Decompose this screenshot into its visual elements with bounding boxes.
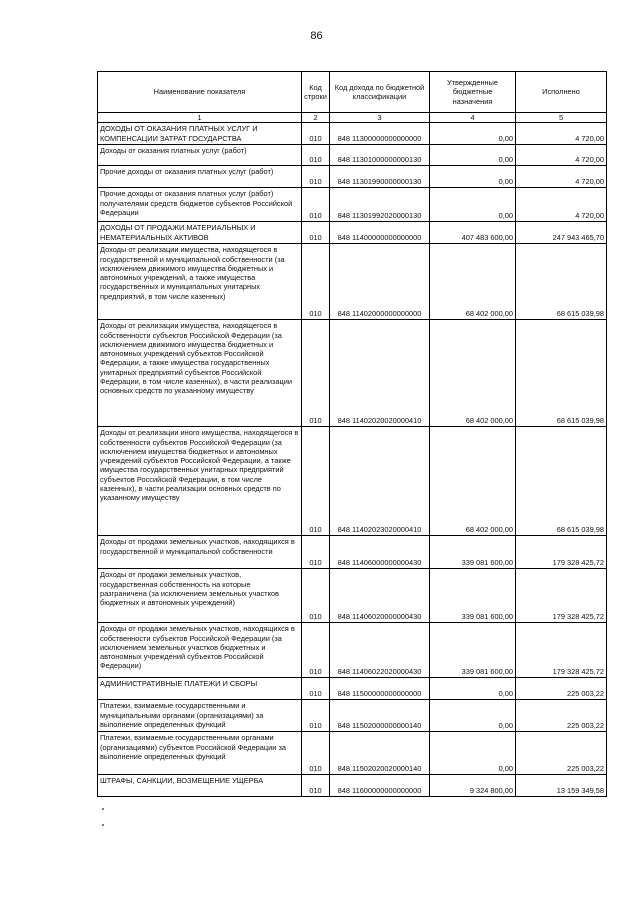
column-number: 5 bbox=[516, 113, 607, 123]
scan-speck bbox=[102, 808, 104, 810]
row-kbk: 848 11500000000000000 bbox=[330, 678, 430, 700]
row-name: Доходы от реализации иного имущества, находящегося в собственности субъектов Российской Федерации (за исключением имущества бюджетных и автономных учреждений субъектов Российской Федерации, а также имущества государственных унитарных предприятий субъектов Российской Федерации, в том числе казенных), в части реализации основных средств по указанному имуществу bbox=[98, 427, 302, 536]
row-approved: 407 483 600,00 bbox=[430, 222, 516, 244]
header-approved: Утвержденные бюджетные назначения bbox=[430, 72, 516, 113]
row-approved: 0,00 bbox=[430, 166, 516, 188]
table-row bbox=[98, 732, 607, 775]
row-executed: 4 720,00 bbox=[516, 166, 607, 188]
row-executed: 68 615 039,98 bbox=[516, 427, 607, 536]
row-kbk: 848 11402000000000000 bbox=[330, 244, 430, 320]
table-row bbox=[98, 244, 607, 320]
table-row bbox=[98, 123, 607, 145]
row-kbk: 848 11502000000000140 bbox=[330, 700, 430, 732]
row-name: Доходы от продажи земельных участков, находящихся в собственности субъектов Российской Федерации (за исключением земельных участков бюджетных и автономных учреждений субъектов Российской Федерации) bbox=[98, 623, 302, 678]
column-number-row bbox=[98, 113, 607, 123]
row-name: Прочие доходы от оказания платных услуг (работ) получателями средств бюджетов субъектов Российской Федерации bbox=[98, 188, 302, 222]
row-code: 010 bbox=[302, 427, 330, 536]
row-kbk: 848 11402023020000410 bbox=[330, 427, 430, 536]
table-row bbox=[98, 166, 607, 188]
header-budget-code: Код дохода по бюджетной классификации bbox=[330, 72, 430, 113]
row-name: Прочие доходы от оказания платных услуг (работ) bbox=[98, 166, 302, 188]
row-name: ДОХОДЫ ОТ ОКАЗАНИЯ ПЛАТНЫХ УСЛУГ И КОМПЕНСАЦИИ ЗАТРАТ ГОСУДАРСТВА bbox=[98, 123, 302, 145]
row-kbk: 848 11300000000000000 bbox=[330, 123, 430, 145]
row-code: 010 bbox=[302, 775, 330, 797]
row-approved: 0,00 bbox=[430, 188, 516, 222]
row-executed: 179 328 425,72 bbox=[516, 623, 607, 678]
row-approved: 339 081 600,00 bbox=[430, 536, 516, 569]
row-executed: 225 003,22 bbox=[516, 732, 607, 775]
row-code: 010 bbox=[302, 188, 330, 222]
row-name: Платежи, взимаемые государственными органами (организациями) субъектов Российской Федерации за выполнение определенных функций bbox=[98, 732, 302, 775]
table-row bbox=[98, 188, 607, 222]
column-number: 4 bbox=[430, 113, 516, 123]
row-executed: 179 328 425,72 bbox=[516, 569, 607, 623]
row-kbk: 848 11406020000000430 bbox=[330, 569, 430, 623]
row-name: Доходы от продажи земельных участков, находящихся в государственной и муниципальной собственности bbox=[98, 536, 302, 569]
row-name: Платежи, взимаемые государственными и муниципальными органами (организациями) за выполнение определенных функций bbox=[98, 700, 302, 732]
table-row bbox=[98, 222, 607, 244]
row-approved: 0,00 bbox=[430, 123, 516, 145]
row-kbk: 848 11400000000000000 bbox=[330, 222, 430, 244]
table-row bbox=[98, 775, 607, 797]
header-executed: Исполнено bbox=[516, 72, 607, 113]
row-kbk: 848 11301000000000130 bbox=[330, 145, 430, 166]
row-kbk: 848 11600000000000000 bbox=[330, 775, 430, 797]
row-code: 010 bbox=[302, 145, 330, 166]
column-number: 2 bbox=[302, 113, 330, 123]
row-executed: 225 003,22 bbox=[516, 700, 607, 732]
row-kbk: 848 11301992020000130 bbox=[330, 188, 430, 222]
row-approved: 68 402 000,00 bbox=[430, 320, 516, 427]
row-executed: 68 615 039,98 bbox=[516, 244, 607, 320]
table-row bbox=[98, 145, 607, 166]
row-executed: 4 720,00 bbox=[516, 188, 607, 222]
row-executed: 179 328 425,72 bbox=[516, 536, 607, 569]
row-executed: 4 720,00 bbox=[516, 145, 607, 166]
header-indicator-name: Наименование показателя bbox=[98, 72, 302, 113]
row-approved: 0,00 bbox=[430, 678, 516, 700]
row-executed: 13 159 349,58 bbox=[516, 775, 607, 797]
row-executed: 247 943 465,70 bbox=[516, 222, 607, 244]
row-code: 010 bbox=[302, 623, 330, 678]
row-name: Доходы от оказания платных услуг (работ) bbox=[98, 145, 302, 166]
row-kbk: 848 11402020020000410 bbox=[330, 320, 430, 427]
row-executed: 225 003,22 bbox=[516, 678, 607, 700]
table-row bbox=[98, 427, 607, 536]
row-code: 010 bbox=[302, 536, 330, 569]
row-code: 010 bbox=[302, 166, 330, 188]
table-row bbox=[98, 569, 607, 623]
row-name: Доходы от реализации имущества, находящегося в государственной и муниципальной собственности (за исключением движимого имущества бюджетных и автономных учреждений, а также имущества государственных и муниципальных унитарных предприятий, в том числе казенных) bbox=[98, 244, 302, 320]
row-approved: 0,00 bbox=[430, 732, 516, 775]
row-code: 010 bbox=[302, 123, 330, 145]
row-kbk: 848 11301990000000130 bbox=[330, 166, 430, 188]
row-executed: 68 615 039,98 bbox=[516, 320, 607, 427]
row-kbk: 848 11406022020000430 bbox=[330, 623, 430, 678]
row-code: 010 bbox=[302, 222, 330, 244]
table-row bbox=[98, 320, 607, 427]
row-approved: 9 324 800,00 bbox=[430, 775, 516, 797]
page-number: 86 bbox=[310, 30, 323, 42]
row-name: АДМИНИСТРАТИВНЫЕ ПЛАТЕЖИ И СБОРЫ bbox=[98, 678, 302, 700]
row-name: Доходы от продажи земельных участков, государственная собственность на которые разграничена (за исключением земельных участков бюджетных и автономных учреждений) bbox=[98, 569, 302, 623]
row-approved: 339 081 600,00 bbox=[430, 569, 516, 623]
table-row bbox=[98, 536, 607, 569]
table-row bbox=[98, 623, 607, 678]
revenue-report-table bbox=[97, 71, 607, 797]
row-name: ДОХОДЫ ОТ ПРОДАЖИ МАТЕРИАЛЬНЫХ И НЕМАТЕРИАЛЬНЫХ АКТИВОВ bbox=[98, 222, 302, 244]
row-code: 010 bbox=[302, 700, 330, 732]
row-approved: 0,00 bbox=[430, 700, 516, 732]
row-code: 010 bbox=[302, 320, 330, 427]
row-kbk: 848 11406000000000430 bbox=[330, 536, 430, 569]
row-code: 010 bbox=[302, 732, 330, 775]
scan-speck bbox=[102, 824, 104, 826]
row-approved: 0,00 bbox=[430, 145, 516, 166]
row-kbk: 848 11502020020000140 bbox=[330, 732, 430, 775]
column-number: 3 bbox=[330, 113, 430, 123]
table-row bbox=[98, 700, 607, 732]
header-row bbox=[98, 72, 607, 113]
row-code: 010 bbox=[302, 244, 330, 320]
row-code: 010 bbox=[302, 678, 330, 700]
row-approved: 68 402 000,00 bbox=[430, 244, 516, 320]
row-approved: 339 081 600,00 bbox=[430, 623, 516, 678]
row-executed: 4 720,00 bbox=[516, 123, 607, 145]
column-number: 1 bbox=[98, 113, 302, 123]
row-approved: 68 402 000,00 bbox=[430, 427, 516, 536]
header-line-code: Код строки bbox=[302, 72, 330, 113]
row-code: 010 bbox=[302, 569, 330, 623]
row-name: ШТРАФЫ, САНКЦИИ, ВОЗМЕЩЕНИЕ УЩЕРБА bbox=[98, 775, 302, 797]
table-row bbox=[98, 678, 607, 700]
row-name: Доходы от реализации имущества, находящегося в собственности субъектов Российской Федерации (за исключением движимого имущества бюджетных и автономных учреждений субъектов Российской Федерации, а также имущества государственных унитарных предприятий субъектов Российской Федерации, в том числе казенных), в части реализации основных средств по указанному имуществу bbox=[98, 320, 302, 427]
